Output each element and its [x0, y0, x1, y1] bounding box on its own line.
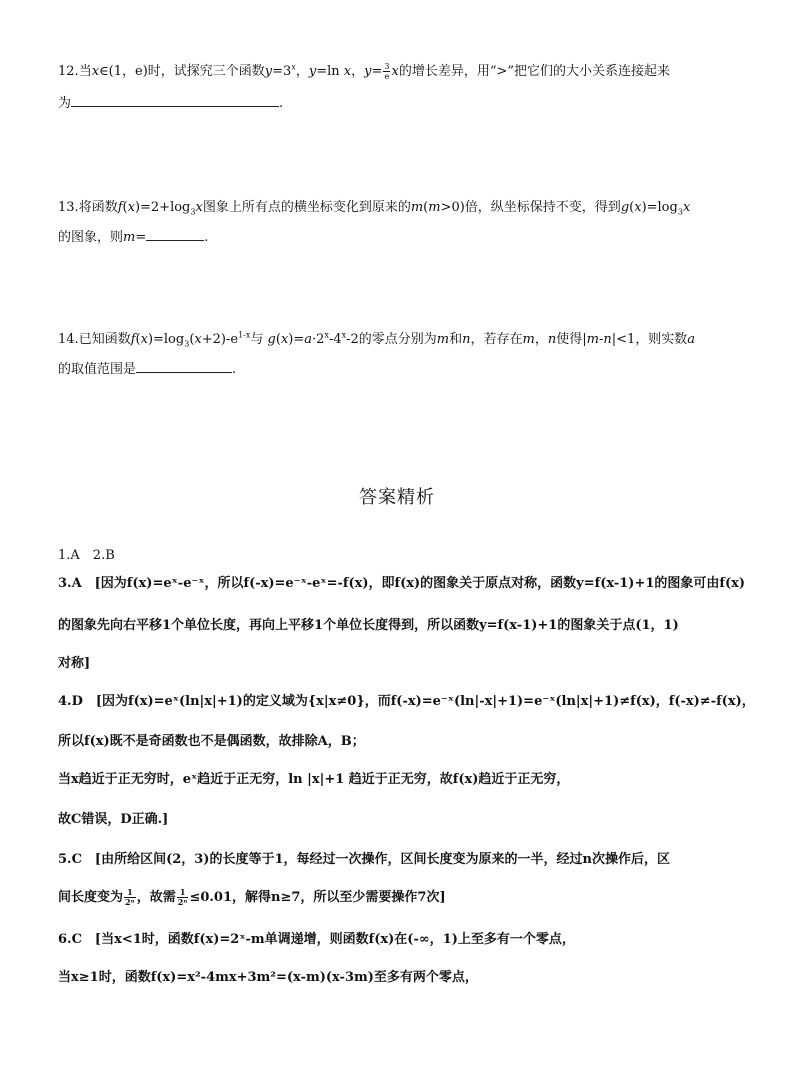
answer-5-line-2: 间长度变为 $\frac{1}{\text{2ⁿ}}$ ，故需 $\frac{1}{\text{2ⁿ}}$ ≤0.01，解得n≥7，所以至少需要操作7次] — [58, 887, 446, 907]
answer-3-line-1: 3.A [因为f(x)=eˣ-e⁻ˣ，所以f(-x)=e⁻ˣ-eˣ=-f(x)，即f(x)的图象关于原点对称，函数y=f(x-1)+1的图象可由f(x) — [58, 576, 746, 591]
fraction-3-over-e: $\frac{3}{e}$ — [384, 62, 390, 81]
answer-blank-14[interactable] — [136, 358, 232, 373]
answer-6-line-1: 6.C [当x<1时，函数f(x)=2ˣ-m单调递增，则函数f(x)在(-∞，1)上至多有一个零点， — [58, 932, 575, 947]
answer-5-line-1: 5.C [由所给区间(2，3)的长度等于1，每经过一次操作，区间长度变为原来的一半，经过n次操作后，区 — [58, 852, 670, 867]
fraction-1-over-2n: $\frac{1}{\text{2ⁿ}}$ — [125, 887, 135, 907]
answer-4-line-2: 所以f(x)既不是奇函数也不是偶函数，故排除A，B； — [58, 734, 365, 749]
question-12-line-2: 为 . — [58, 92, 283, 114]
fraction-1-over-2n-inequality: $\frac{1}{\text{2ⁿ}}$ — [177, 887, 188, 907]
answer-4-line-1: 4.D [因为f(x)=eˣ(ln|x|+1)的定义域为{x|x≠0}，而f(-x)=e⁻ˣ(ln|-x|+1)=e⁻ˣ(ln|x|+1)≠f(x)，f(-x)≠-f(x)， — [58, 694, 755, 709]
question-14-line-1: 14.已知函数$f(x)=\log_3(x+2)-e^{1-x}$与 $g(x)=a\cdot 2^x-4^x-2$的零点分别为m和n，若存在m，n使得|m-n|<1，则实数a — [58, 330, 696, 349]
answer-1-2: 1.A 2.B — [58, 548, 115, 563]
question-13-line-2: 的图象，则m= . — [58, 226, 208, 248]
question-13-line-1: 13.将函数$f(x)=2+\log_3x$图象上所有点的横坐标变化到原来的m(m>0)倍，纵坐标保持不变，得到$g(x)=\log_3x$ — [58, 200, 691, 217]
answer-3-line-3: 对称] — [58, 656, 91, 671]
answer-4-line-4: 故C错误，D正确.] — [58, 812, 169, 827]
question-12-line-1: 12.当x∈(1，e)时，试探究三个函数$y=3^x$，y=ln x，y= $\frac{3}{e}$ x的增长差异，用“>”把它们的大小关系连接起来 — [58, 62, 671, 81]
question-14-line-2: 的取值范围是 . — [58, 358, 236, 380]
answers-title: 答案精析 — [359, 487, 435, 508]
answer-blank-13[interactable] — [146, 226, 204, 241]
answer-3-line-2: 的图象先向右平移1个单位长度，再向上平移1个单位长度得到，所以函数y=f(x-1)+1的图象关于点(1，1) — [58, 618, 679, 633]
answer-blank-12[interactable] — [71, 92, 279, 107]
answer-4-line-3: 当x趋近于正无穷时，eˣ趋近于正无穷，ln |x|+1 趋近于正无穷，故f(x)趋近于正无穷， — [58, 772, 570, 787]
answer-6-line-2: 当x≥1时，函数f(x)=x²-4mx+3m²=(x-m)(x-3m)至多有两个零点， — [58, 970, 478, 985]
